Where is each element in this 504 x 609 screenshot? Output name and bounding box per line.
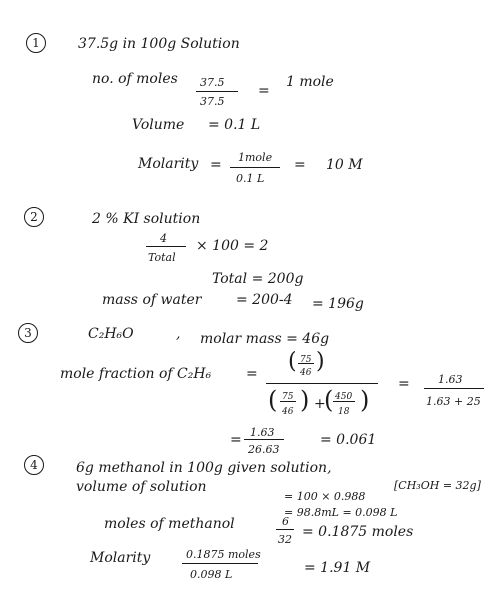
q1-molarity-label: Molarity: [138, 156, 199, 172]
q1-moles-result: 1 mole: [286, 74, 334, 90]
q1-molarity-fraction-bar: [230, 167, 280, 168]
q3-den-b-paren-left: (: [324, 386, 334, 414]
q4-bracket-note: [CH₃OH = 32g]: [394, 479, 481, 492]
q3-den-a-bar: [280, 401, 296, 402]
q3-mole-fraction-label: mole fraction of C₂H₆: [60, 366, 212, 382]
q1-moles-fraction-bar: [196, 91, 238, 92]
q3-numerator-den: 46: [300, 368, 312, 378]
q1-molarity-equals: =: [210, 157, 222, 173]
q3-right-numerator: 1.63: [438, 373, 463, 386]
q1-molarity-denominator: 0.1 L: [236, 172, 265, 185]
q2-water-result: = 196g: [312, 296, 364, 312]
q3-right-fraction-bar: [424, 388, 484, 389]
q3-den-a-paren-left: (: [268, 386, 278, 414]
q2-water-label: mass of water: [102, 292, 202, 308]
q4-molarity-denominator: 0.098 L: [190, 568, 233, 581]
q2-header: 2 % KI solution: [92, 211, 201, 227]
q4-molarity-numerator: 0.1875 moles: [186, 548, 261, 561]
q4-moles-denominator: 32: [278, 533, 292, 546]
q4-moles-numerator: 6: [282, 515, 289, 528]
q3-final-numerator: 1.63: [250, 426, 275, 439]
q3-den-a-den: 46: [282, 407, 294, 417]
q3-right-denominator: 1.63 + 25: [426, 395, 481, 408]
q2-fraction-rest: × 100 = 2: [196, 238, 269, 254]
q3-den-b-den: 18: [338, 407, 350, 417]
q1-molarity-numerator: 1mole: [238, 151, 273, 164]
question-3-number: 3: [18, 323, 38, 343]
question-4-number: 4: [24, 455, 44, 475]
question-2-number: 2: [24, 207, 44, 227]
q3-den-a-paren-right: ): [300, 386, 310, 414]
q3-comma: ,: [176, 326, 181, 342]
q3-num-paren-left: (: [288, 349, 297, 374]
q4-molarity-result: = 1.91 M: [304, 560, 371, 576]
q2-fraction-numerator: 4: [160, 232, 167, 245]
q3-plus: +: [314, 396, 326, 412]
q2-fraction-denominator: Total: [148, 251, 176, 264]
q3-final-equals: =: [230, 432, 242, 448]
q1-molarity-equals-2: =: [294, 157, 306, 173]
q3-den-b-num: 450: [335, 392, 353, 402]
q3-den-b-paren-right: ): [360, 386, 370, 414]
q1-header: 37.5g in 100g Solution: [78, 36, 240, 52]
q3-final-fraction-bar: [244, 439, 284, 440]
q3-final-denominator: 26.63: [248, 443, 280, 456]
q4-moles-result: = 0.1875 moles: [302, 524, 414, 540]
q1-moles-numerator: 37.5: [200, 76, 225, 89]
question-1-number: 1: [26, 33, 46, 53]
q3-final-result: = 0.061: [320, 432, 377, 448]
q3-main-fraction-bar: [266, 383, 378, 384]
q4-volume-calc-2: = 98.8mL = 0.098 L: [284, 506, 398, 519]
q4-moles-label: moles of methanol: [104, 516, 235, 532]
q3-formula: C₂H₆O: [88, 326, 134, 342]
q3-numerator-bar: [298, 363, 314, 364]
q4-molarity-fraction-bar: [182, 563, 258, 564]
q1-volume-value: = 0.1 L: [208, 117, 261, 133]
q3-molar-mass: molar mass = 46g: [200, 331, 330, 347]
q4-volume-calc: = 100 × 0.988: [284, 490, 366, 503]
q1-molarity-result: 10 M: [326, 157, 363, 173]
q2-total-line: Total = 200g: [212, 271, 304, 287]
q4-moles-fraction-bar: [276, 529, 294, 530]
q3-den-b-bar: [333, 401, 355, 402]
q1-moles-label: no. of moles: [92, 71, 178, 87]
q4-molarity-label: Molarity: [90, 550, 151, 566]
q3-den-a-num: 75: [282, 392, 294, 402]
q3-equals-2: =: [398, 376, 410, 392]
q2-fraction-bar: [146, 246, 186, 247]
q1-volume-label: Volume: [132, 117, 185, 133]
q3-num-paren-right: ): [316, 349, 325, 374]
q3-equals: =: [246, 366, 258, 382]
q4-volume-label: volume of solution: [76, 479, 207, 495]
q1-moles-equals: =: [258, 83, 270, 99]
q4-line-1: 6g methanol in 100g given solution,: [76, 460, 332, 476]
q2-water-calc: = 200-4: [236, 292, 293, 308]
q1-moles-denominator: 37.5: [200, 95, 225, 108]
q3-numerator-num: 75: [300, 355, 312, 365]
